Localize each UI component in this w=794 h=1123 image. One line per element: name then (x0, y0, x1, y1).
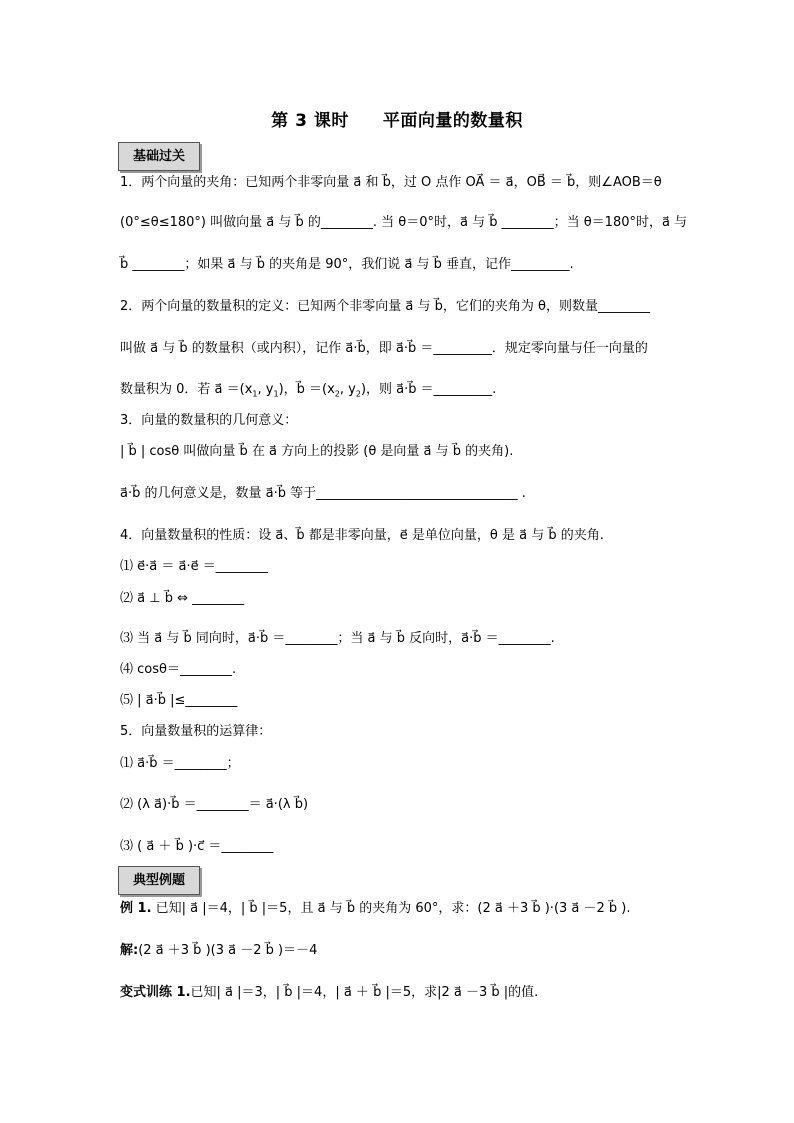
section-examples-header: 典型例题 (118, 866, 200, 895)
property-5: ⑸ | a⃗·b⃗ |≤________ (120, 693, 238, 708)
property-2: ⑵ a⃗ ⊥ b⃗ ⇔ ________ (120, 591, 245, 606)
item-1-line-1: 1．两个向量的夹角：已知两个非零向量 a⃗ 和 b⃗，过 O 点作 OA⃗ ＝ a⃗，OB⃗ ＝ b⃗，则∠AOB＝θ (120, 175, 662, 190)
law-1: ⑴ a⃗·b⃗ ＝________； (120, 756, 240, 771)
example-label: 例 1. (120, 901, 152, 916)
variant-text: 已知| a⃗ |＝3，| b⃗ |＝4，| a⃗ ＋ b⃗ |＝5，求|2 a⃗ －3 b⃗ |的值. (190, 985, 539, 1000)
item-3-meaning: a⃗·b⃗ 的几何意义是，数量 a⃗·b⃗ 等于_______________________________ . (120, 486, 526, 501)
property-3: ⑶ 当 a⃗ 与 b⃗ 同向时，a⃗·b⃗ ＝________；当 a⃗ 与 b⃗ 反向时，a⃗·b⃗ ＝________. (120, 631, 555, 646)
example-1 (120, 900, 631, 918)
item-2-line-1: 2．两个向量的数量积的定义：已知两个非零向量 a⃗ 与 b⃗，它们的夹角为 θ，则数量________ (120, 299, 650, 314)
solution (120, 942, 317, 960)
law-3: ⑶ ( a⃗ ＋ b⃗ )·c⃗ ＝________ (120, 839, 274, 854)
section-basic-header: 基础过关 (118, 142, 200, 171)
lesson-number: 第 3 课时 (271, 111, 349, 131)
property-4: ⑷ cosθ＝________. (120, 662, 237, 677)
item-3-projection: | b⃗ | cosθ 叫做向量 b⃗ 在 a⃗ 方向上的投影 (θ 是向量 a⃗ 与 b⃗ 的夹角). (120, 444, 514, 459)
lesson-topic: 平面向量的数量积 (382, 111, 523, 131)
solution-text: (2 a⃗ ＋3 b⃗ )(3 a⃗ －2 b⃗ )＝－4 (138, 943, 318, 958)
item-4-heading: 4．向量数量积的性质：设 a⃗、b⃗ 都是非零向量，e⃗ 是单位向量，θ 是 a⃗ 与 b⃗ 的夹角. (120, 528, 604, 543)
item-2-line-2: 叫做 a⃗ 与 b⃗ 的数量积（或内积），记作 a⃗·b⃗，即 a⃗·b⃗ ＝_________．规定零向量与任一向量的 (120, 341, 648, 356)
variant-exercise-1 (120, 984, 538, 1002)
item-5-heading: 5．向量数量积的运算律： (120, 724, 272, 739)
property-1: ⑴ e⃗·a⃗ ＝ a⃗·e⃗ ＝________ (120, 559, 268, 574)
law-2: ⑵ (λ a⃗)·b⃗ ＝________＝ a⃗·(λ b⃗) (120, 797, 309, 812)
item-1-line-2: (0°≤θ≤180°) 叫做向量 a⃗ 与 b⃗ 的________. 当 θ＝0°时，a⃗ 与 b⃗ ________；当 θ＝180°时，a⃗ 与 (120, 215, 688, 230)
page-title (0, 106, 794, 131)
item-3-heading: 3．向量的数量积的几何意义： (120, 413, 298, 428)
item-2-line-3: 数量积为 0．若 a⃗ $=(x_1$, $y_1$)，b⃗ $=(x_2$, $y_2$)，则 a⃗·b⃗ ＝_________. (120, 382, 497, 399)
solution-label: 解: (120, 943, 139, 958)
item-1-line-3: b⃗ ________；如果 a⃗ 与 b⃗ 的夹角是 90°，我们说 a⃗ 与 b⃗ 垂直，记作_________. (120, 257, 574, 272)
variant-label: 变式训练 1. (120, 985, 191, 1000)
example-text: 已知| a⃗ |＝4，| b⃗ |＝5，且 a⃗ 与 b⃗ 的夹角为 60°，求：(2 a⃗ ＋3 b⃗ )·(3 a⃗ －2 b⃗ ). (151, 901, 631, 916)
